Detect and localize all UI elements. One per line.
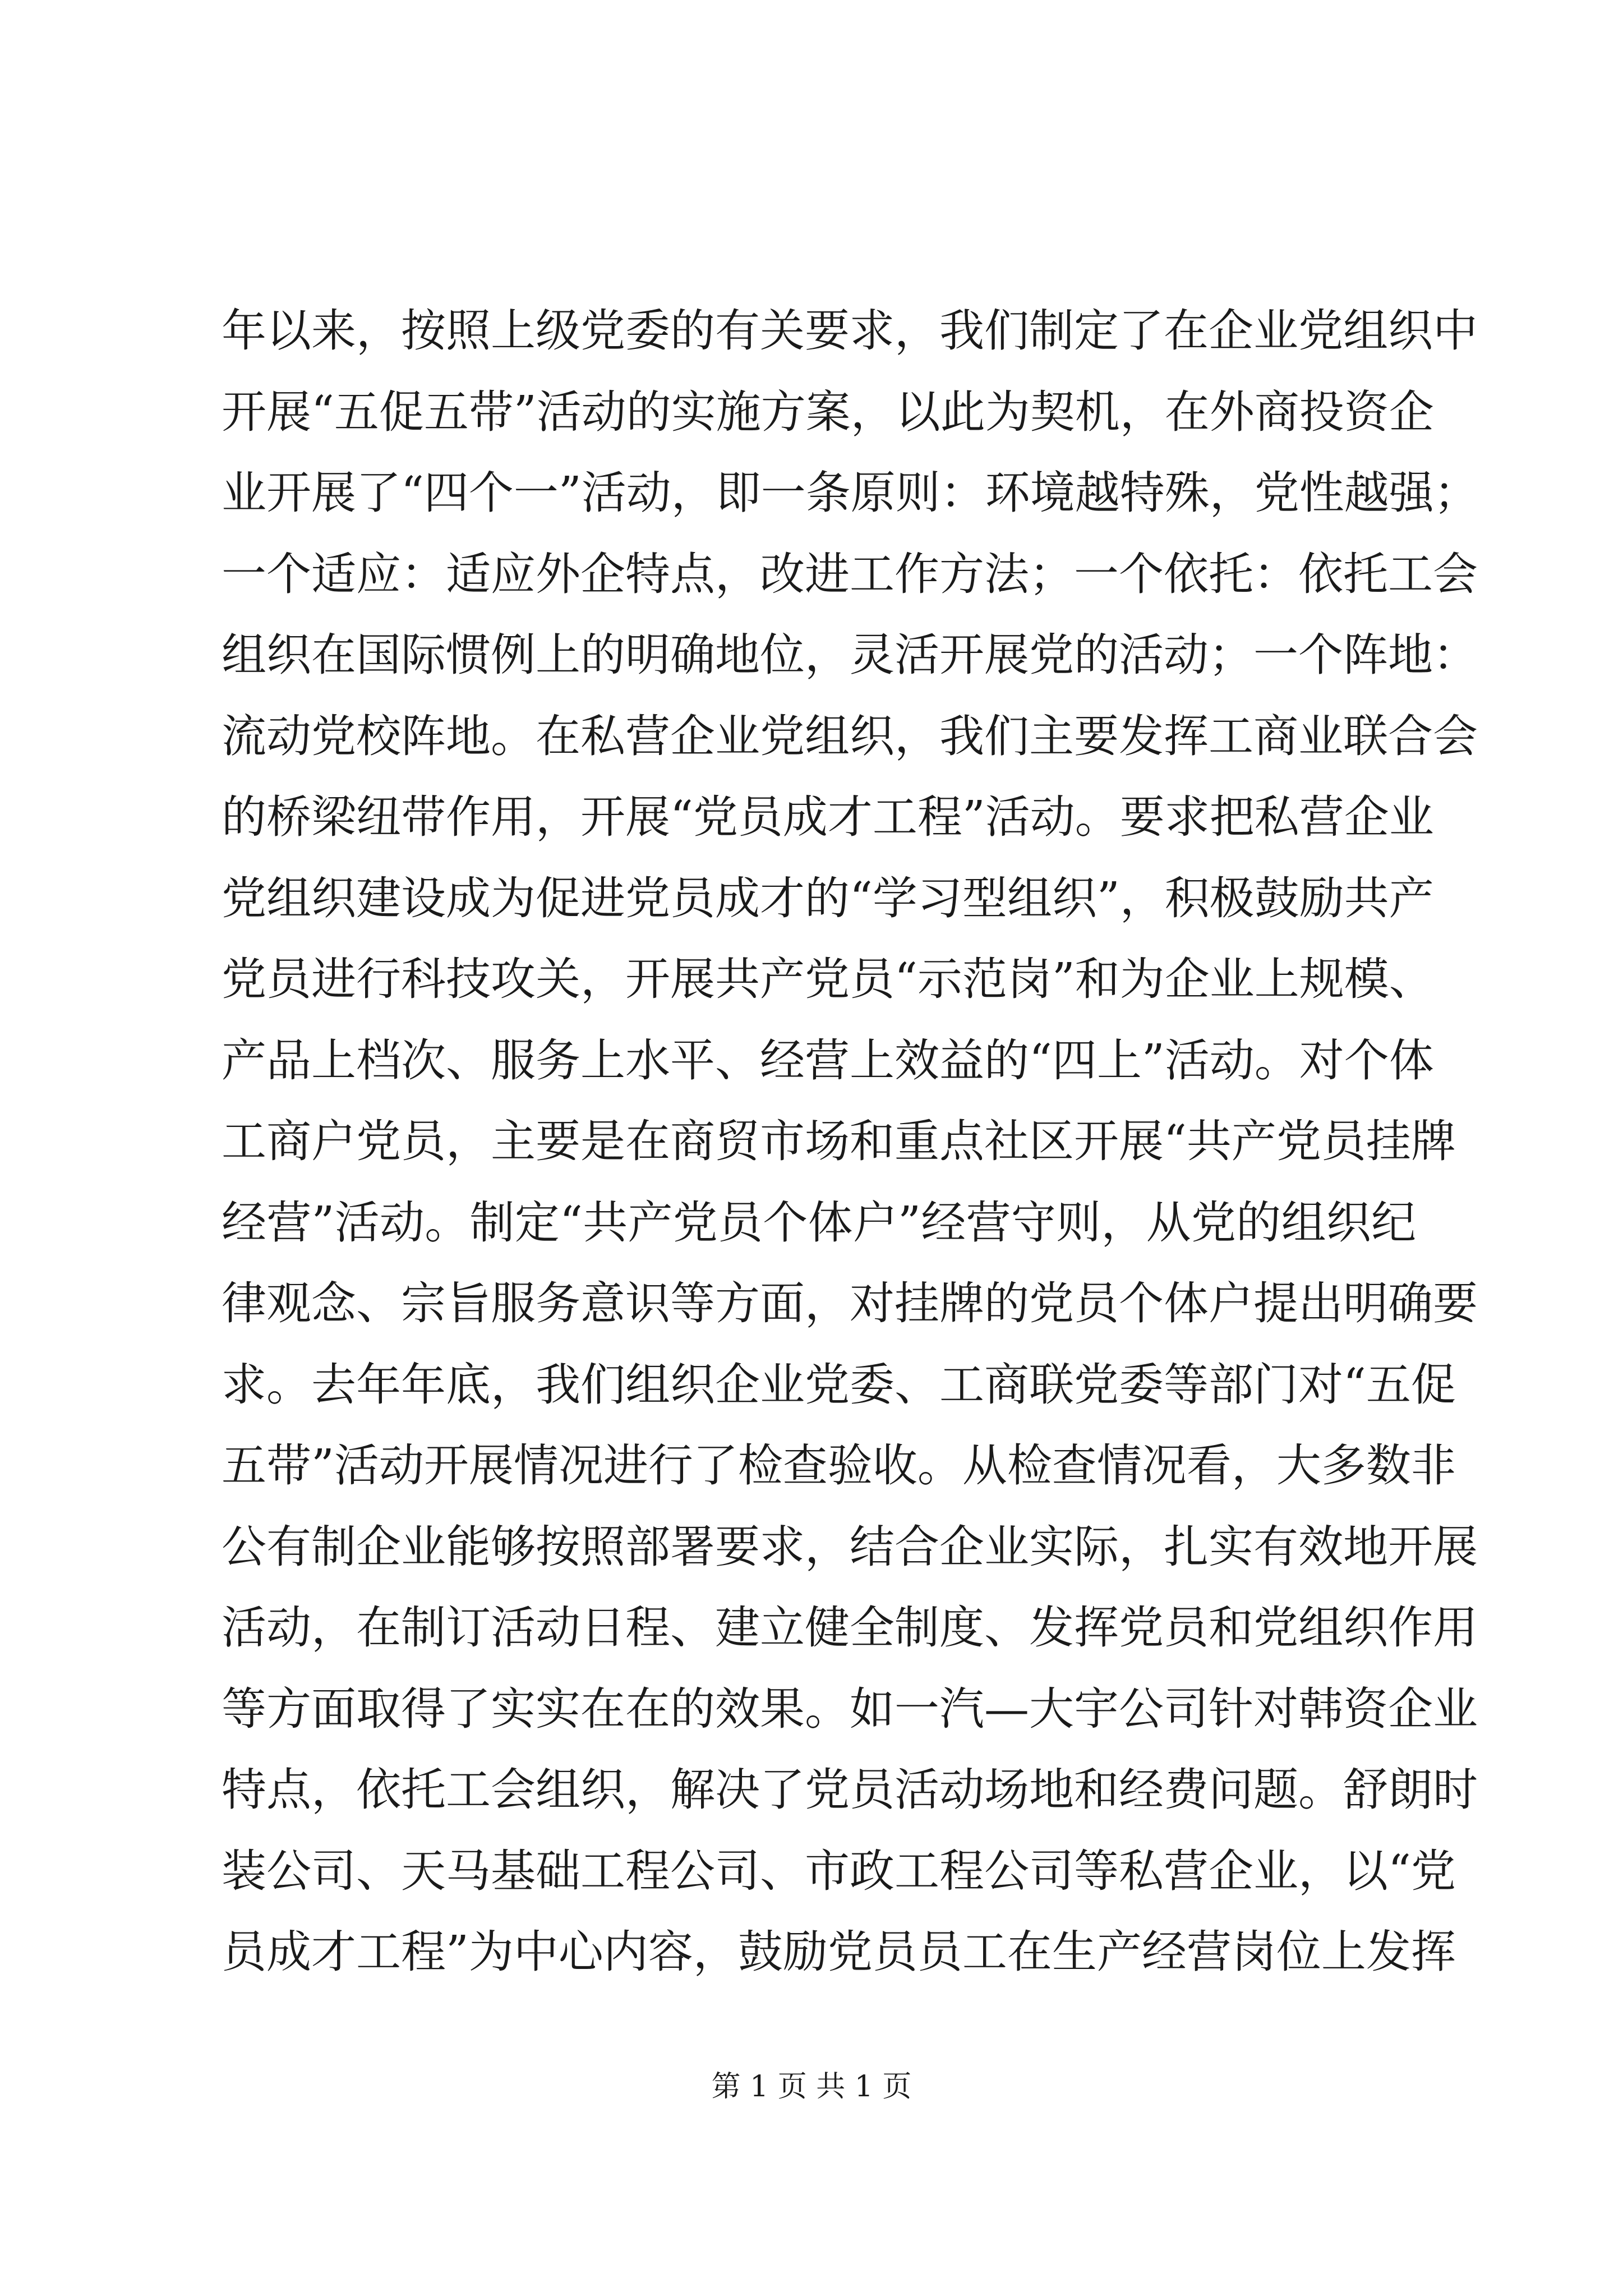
page-number-label: 第 1 页 共 1 页 bbox=[711, 2070, 912, 2104]
text-line-7: 的桥梁纽带作用，开展“党员成才工程”活动。要求把私营企业 bbox=[222, 791, 1434, 843]
text-line-21: 员成才工程”为中心内容，鼓励党员员工在生产经营岗位上发挥 bbox=[222, 1926, 1456, 1978]
text-line-17: 活动，在制订活动日程、建立健全制度、发挥党员和党组织作用 bbox=[222, 1602, 1478, 1654]
text-line-5: 组织在国际惯例上的明确地位，灵活开展党的活动；一个阵地： bbox=[222, 629, 1478, 681]
text-line-6: 流动党校阵地。在私营企业党组织，我们主要发挥工商业联合会 bbox=[222, 710, 1478, 762]
text-line-15: 五带”活动开展情况进行了检查验收。从检查情况看，大多数非 bbox=[222, 1439, 1456, 1492]
text-line-2: 开展“五促五带”活动的实施方案，以此为契机，在外商投资企 bbox=[222, 385, 1434, 438]
text-line-14: 求。去年年底，我们组织企业党委、工商联党委等部门对“五促 bbox=[222, 1358, 1456, 1411]
text-line-13: 律观念、宗旨服务意识等方面，对挂牌的党员个体户提出明确要 bbox=[222, 1277, 1478, 1329]
text-line-10: 产品上档次、服务上水平、经营上效益的“四上”活动。对个体 bbox=[222, 1034, 1434, 1087]
text-line-18: 等方面取得了实实在在的效果。如一汽—大宇公司针对韩资企业 bbox=[222, 1682, 1478, 1735]
text-line-12: 经营”活动。制定“共产党员个体户”经营守则，从党的组织纪 bbox=[222, 1196, 1416, 1249]
text-line-16: 公有制企业能够按照部署要求，结合企业实际，扎实有效地开展 bbox=[222, 1520, 1478, 1573]
text-line-19: 特点，依托工会组织，解决了党员活动场地和经费问题。舒朗时 bbox=[222, 1764, 1478, 1816]
text-line-11: 工商户党员，主要是在商贸市场和重点社区开展“共产党员挂牌 bbox=[222, 1115, 1456, 1167]
text-line-4: 一个适应：适应外企特点，改进工作方法；一个依托：依托工会 bbox=[222, 547, 1478, 600]
text-line-20: 装公司、天马基础工程公司、市政工程公司等私营企业，以“党 bbox=[222, 1844, 1456, 1897]
body-text bbox=[222, 291, 1479, 1993]
text-line-1: 年以来，按照上级党委的有关要求，我们制定了在企业党组织中 bbox=[222, 305, 1478, 357]
text-line-3: 业开展了“四个一”活动，即一条原则：环境越特殊，党性越强； bbox=[222, 467, 1479, 519]
page-footer bbox=[0, 2064, 1623, 2109]
text-line-9: 党员进行科技攻关，开展共产党员“示范岗”和为企业上规模、 bbox=[222, 953, 1434, 1005]
text-line-8: 党组织建设成为促进党员成才的“学习型组织”，积极鼓励共产 bbox=[222, 872, 1434, 924]
